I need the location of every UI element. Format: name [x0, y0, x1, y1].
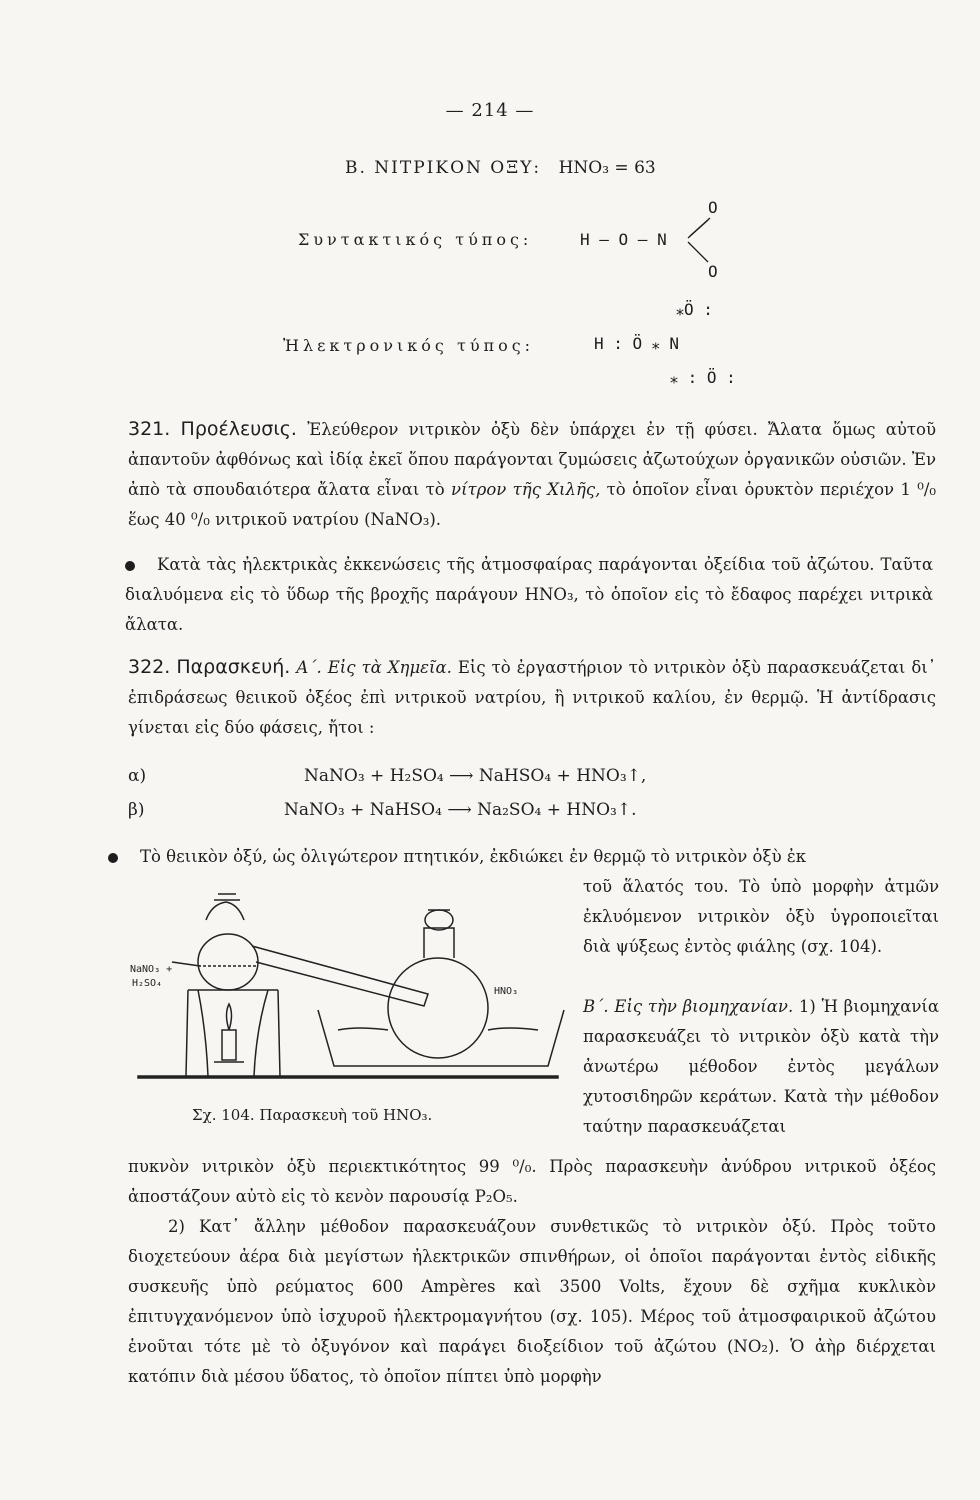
reaction-a-equation: NaNO₃ + H₂SO₄ ⟶ NaHSO₄ + HNO₃↑,	[304, 766, 647, 786]
reaction-b-equation: NaNO₃ + NaHSO₄ ⟶ Na₂SO₄ + HNO₃↑.	[284, 800, 637, 820]
flask-neck	[424, 928, 454, 958]
structural-formula-chain: H — O — N	[580, 230, 667, 249]
section-321-number: 321.	[128, 418, 171, 440]
structural-formula-label: Συντακτικός τύπος:	[298, 230, 533, 249]
bench-line	[138, 1076, 558, 1078]
structural-top-oxygen: O	[708, 198, 718, 217]
right-column-text: τοῦ ἅλατός του. Τὸ ὑπὸ μορφὴν ἀτμῶν ἐκλυόμενον νιτρικὸν ὀξὺ ὑγροποιεῖται διὰ ψύξεως ἐντὸς φιάλης (σχ. 104).	[583, 877, 939, 956]
section-321-text-1: Ἐλεύθερον νιτρικὸν ὀξὺ δὲν ὑπάρχει ἐν τῇ φύσει. Ἄλατα ὅμως αὐτοῦ ἀπαντοῦν ἀφθόνως καὶ ἰδίᾳ ἐκεῖ ὅπου παράγονται ζυμώσεις ἀζωτούχων ὀργανικῶν οὐσιῶν. Ἐν ἀπὸ τὰ σπουδαιότερα ἄλατα εἶναι τὸ	[128, 420, 936, 499]
bullet-paragraph-2	[108, 842, 936, 872]
industry-text: 1) Ἡ βιομηχανία παρασκευάζει τὸ νιτρικὸν ὀξὺ κατὰ τὴν ἀνωτέρω μέθοδον ἐντὸς μεγάλων χυτοσιδηρῶν κεράτων. Κατὰ τὴν μέθοδον ταύτην παρασκευάζεται	[583, 997, 939, 1136]
reaction-a-label: α)	[128, 766, 147, 786]
distillation-apparatus-figure	[128, 890, 568, 1090]
heading-formula: HNO₃ = 63	[558, 158, 656, 178]
bullet-2-text: Τὸ θειικὸν ὀξύ, ὡς ὀλιγώτερον πτητικόν, ἐκδιώκει ἐν θερμῷ τὸ νιτρικὸν ὀξὺ ἐκ	[140, 847, 807, 866]
structural-bottom-oxygen: O	[708, 262, 718, 281]
section-322-subtitle: Α΄. Εἰς τὰ Χημεῖα.	[296, 658, 452, 677]
section-321-title: Προέλευσις.	[180, 418, 297, 440]
figure-label-reagents-2: H₂SO₄	[132, 978, 163, 989]
nitrogen-bonds-icon	[686, 212, 714, 268]
figure-caption: Σχ. 104. Παρασκευὴ τοῦ HNO₃.	[192, 1106, 433, 1124]
section-321-bullet-paragraph	[125, 550, 933, 640]
continuation-paragraph: πυκνὸν νιτρικὸν ὀξὺ περιεκτικότητος 99 ⁰/₀. Πρὸς παρασκευὴν ἀνύδρου νιτρικοῦ ὀξέος ἀποστάζουν αὐτὸ εἰς τὸ κενὸν παρουσίᾳ P₂O₅.	[128, 1157, 936, 1206]
electronic-formula-line1: ⁎Ö :	[676, 300, 713, 319]
receiver-flask	[388, 958, 488, 1058]
retort-neck	[206, 902, 244, 920]
electronic-formula-line3: ⁎ : Ö :	[670, 368, 736, 387]
flask-stopper	[425, 910, 453, 930]
section-321-italic: νίτρον τῆς Χιλῆς,	[451, 480, 601, 499]
bullet-icon	[108, 853, 118, 863]
section-321	[128, 414, 936, 535]
page-number: — 214 —	[445, 100, 535, 121]
figure-label-reagents-1: NaNO₃ +	[130, 964, 173, 975]
industry-paragraph	[583, 992, 939, 1142]
method-2-paragraph: 2) Κατ᾽ ἄλλην μέθοδον παρασκευάζουν συνθετικῶς τὸ νιτρικὸν ὀξύ. Πρὸς τοῦτο διοχετεύουν ἀέρα διὰ μεγίστων ἠλεκτρικῶν σπινθήρων, οἱ ὁποῖοι παράγονται ἐντὸς εἰδικῆς συσκευῆς ὑπὸ ρεύματος 600 Ampères καὶ 3500 Volts, ἔχουν δὲ σχῆμα κυκλικὸν ἐπιτυγχανόμενον ὑπὸ ἰσχυροῦ ἠλεκτρομαγνήτου (σχ. 105). Μέρος τοῦ ἀτμοσφαιρικοῦ ἀζώτου ἑνοῦται τότε μὲ τὸ ὀξυγόνον καὶ παράγει διοξείδιον τοῦ ἀζώτου (NO₂). Ὁ ἀὴρ διέρχεται κατόπιν διὰ μέσου ὕδατος, τὸ ὁποῖον πίπτει ὑπὸ μορφὴν	[128, 1217, 936, 1386]
industry-heading: Β΄. Εἰς τὴν βιομηχανίαν.	[583, 997, 794, 1016]
figure-label-product: HNO₃	[494, 986, 519, 997]
electronic-formula-label: Ἠλεκτρονικός τύπος:	[283, 336, 535, 355]
section-322-text: Εἰς τὸ ἐργαστήριον τὸ νιτρικὸν ὀξὺ παρασκευάζεται δι᾽ ἐπιδράσεως θειικοῦ ὀξέος ἐπὶ νιτρικοῦ νατρίου, ἢ νιτρικοῦ καλίου, ἐν θερμῷ. Ἡ ἀντίδρασις γίνεται εἰς δύο φάσεις, ἤτοι :	[128, 658, 936, 737]
retort-bulb	[198, 934, 258, 990]
heading-title: B. ΝΙΤΡΙΚΟΝ ΟΞΥ:	[345, 158, 542, 178]
section-322-title: Παρασκευή.	[176, 656, 291, 678]
section-322-number: 322.	[128, 656, 171, 678]
section-heading	[345, 158, 656, 178]
bullet-icon	[125, 561, 135, 571]
section-322	[128, 652, 936, 743]
bullet-text: Κατὰ τὰς ἠλεκτρικὰς ἐκκενώσεις τῆς ἀτμοσφαίρας παράγονται ὀξείδια τοῦ ἀζώτου. Ταῦτα διαλυόμενα εἰς τὸ ὕδωρ τῆς βροχῆς παράγουν HNO₃, τὸ ὁποῖον εἰς τὸ ἔδαφος παρέχει νιτρικὰ ἄλατα.	[125, 555, 933, 634]
electronic-formula-line2: H : Ö ⁎ N	[594, 334, 680, 353]
section-321-text-2: τὸ ὁποῖον εἶναι ὀρυκτὸν περιέχον 1 ⁰/₀ ἕως 40 ⁰/₀ νιτρικοῦ νατρίου (NaNO₃).	[128, 480, 936, 529]
reaction-b-label: β)	[128, 800, 145, 820]
